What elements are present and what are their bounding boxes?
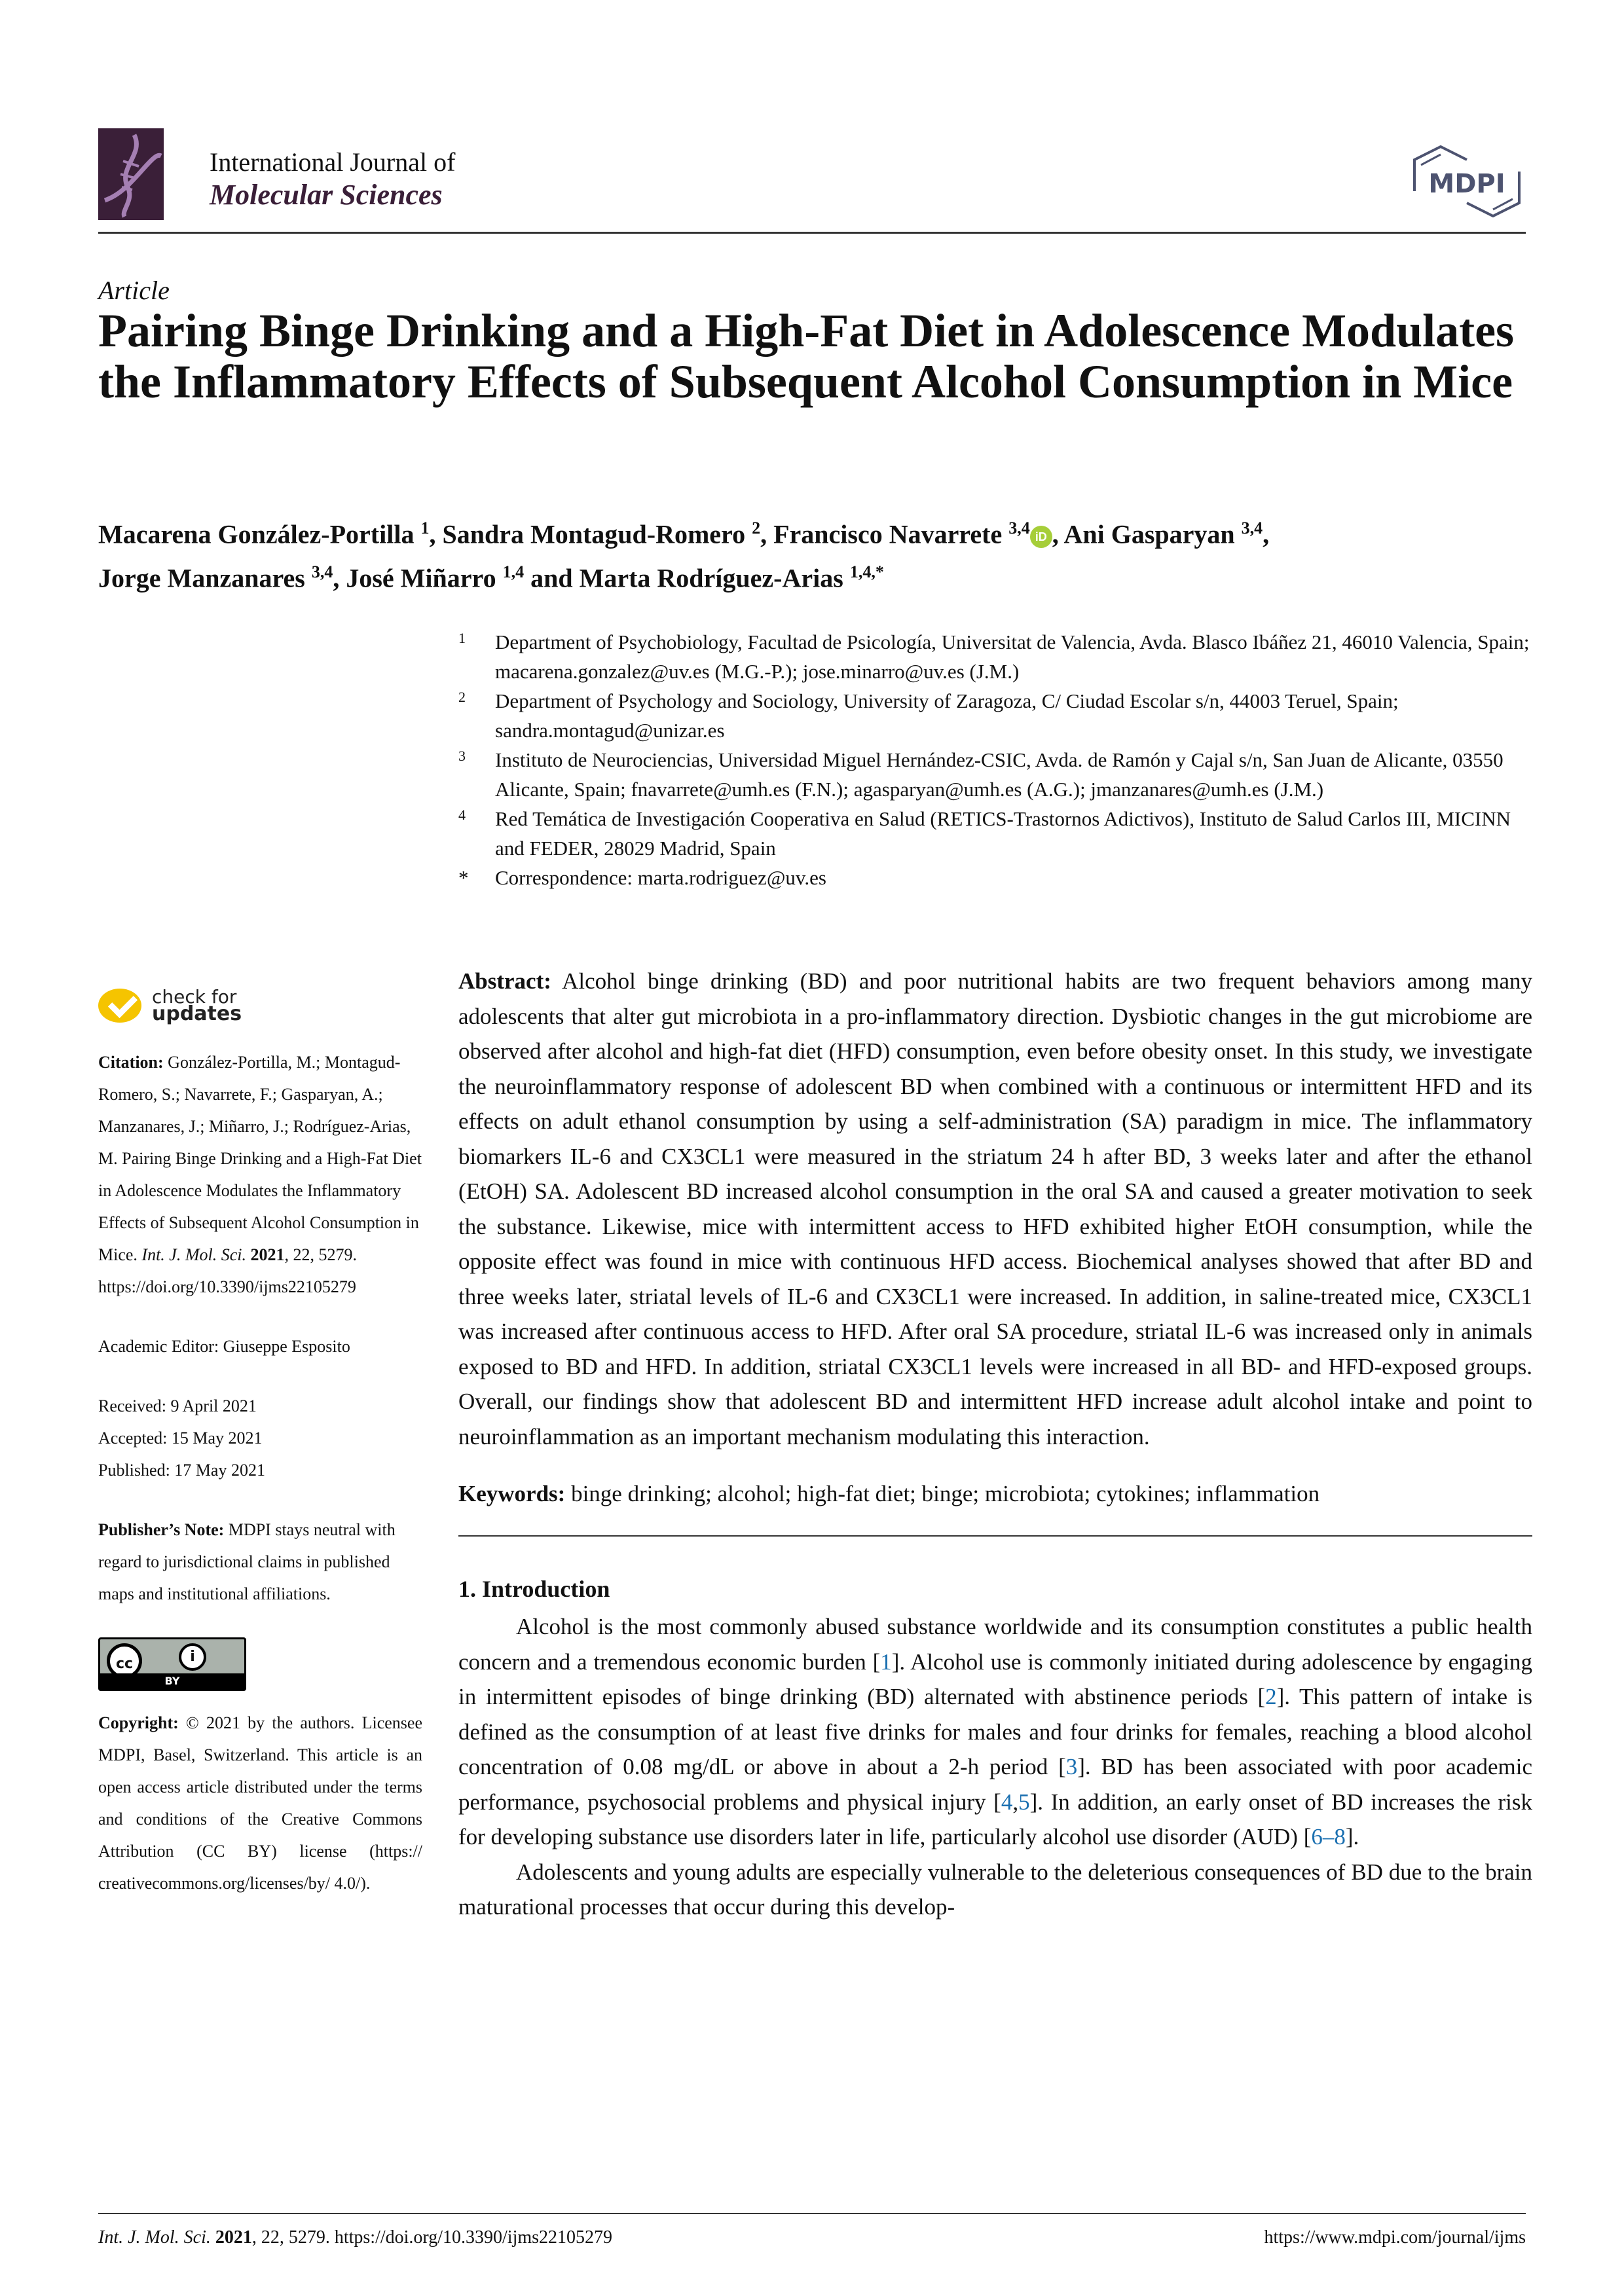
- orcid-icon[interactable]: iD: [1030, 526, 1052, 548]
- author[interactable]: Sandra Montagud-Romero: [442, 519, 746, 549]
- dna-icon: [98, 128, 164, 220]
- svg-text:MDPI: MDPI: [1428, 169, 1505, 199]
- author[interactable]: José Miñarro: [346, 563, 496, 593]
- affiliation-item: 4 Red Temática de Investigación Cooperativa en Salud (RETICS-Trastornos Adictivos), Instituto de Salud Carlos III, MICINN and FEDER, 28029 Madrid, Spain: [458, 807, 1511, 860]
- section-divider: [458, 1535, 1532, 1537]
- author[interactable]: Francisco Navarrete: [773, 519, 1003, 549]
- header-divider: [98, 232, 1526, 234]
- creative-commons-icon: cc: [107, 1643, 142, 1679]
- history-dates: [98, 1390, 422, 1486]
- reference-link[interactable]: 3: [1065, 1754, 1078, 1779]
- cc-by-license-badge[interactable]: cc i BY: [98, 1637, 246, 1691]
- citation: Citation: González-Portilla, M.; Montagud-Romero, S.; Navarrete, F.; Gasparyan, A.; Manzanares, J.; Miñarro, J.; Rodríguez-Arias, M. Pairing Binge Drinking and a High-Fat Diet in Adolescence Modulates the Inflammatory Effects of Subsequent Alcohol Consumption in Mice. Int. J. Mol. Sci. 2021, 22, 5279. https://doi.org/10.3390/ijms22105279: [98, 1053, 422, 1296]
- academic-editor: Academic Editor: Giuseppe Esposito: [98, 1337, 350, 1356]
- keywords: Keywords: binge drinking; alcohol; high-fat diet; binge; microbiota; cytokines; inflammation: [458, 1481, 1320, 1506]
- received-date: Received: 9 April 2021: [98, 1396, 257, 1415]
- checkmark-icon: [98, 989, 141, 1023]
- reference-link[interactable]: 2: [1265, 1684, 1277, 1709]
- reference-link[interactable]: 1: [880, 1649, 892, 1675]
- author[interactable]: Macarena González-Portilla: [98, 519, 415, 549]
- check-for-updates-button[interactable]: check for updates: [98, 989, 422, 1023]
- author-list: Macarena González-Portilla $^1$, Sandra Montagud-Romero $^2$, Francisco Navarrete $^{3,4}$ iD , Ani Gasparyan $^{3,4}$, Jorge Manzanares $^{3,4}$, José Miñarro $^{1,4}$ and Marta Rodríguez-Arias $^{1,4,*}$: [98, 519, 1270, 593]
- footer-citation: Int. J. Mol. Sci. 2021, 22, 5279. https://doi.org/10.3390/ijms22105279: [98, 2227, 613, 2248]
- accepted-date: Accepted: 15 May 2021: [98, 1429, 263, 1448]
- sidebar: [98, 986, 422, 1899]
- section-heading-introduction: 1. Introduction: [458, 1575, 610, 1602]
- footer-journal-url[interactable]: https://www.mdpi.com/journal/ijms: [1264, 2227, 1526, 2248]
- publisher-note: Publisher’s Note: MDPI stays neutral with regard to jurisdictional claims in published maps and institutional affiliations.: [98, 1520, 396, 1603]
- citation-doi-link[interactable]: https://doi.org/10.3390/ijms22105279: [98, 1277, 356, 1296]
- mdpi-logo[interactable]: [1408, 145, 1526, 219]
- published-date: Published: 17 May 2021: [98, 1461, 265, 1480]
- author[interactable]: Marta Rodríguez-Arias: [579, 563, 843, 593]
- article-type: Article: [98, 276, 170, 305]
- correspondence: * Correspondence: marta.rodriguez@uv.es: [458, 866, 826, 889]
- main-column: [458, 964, 1532, 1925]
- affiliation-item: 3 Instituto de Neurociencias, Universidad Miguel Hernández-CSIC, Avda. de Ramón y Cajal s/n, San Juan de Alicante, 03550 Alicante, Spain; fnavarrete@umh.es (F.N.); agasparyan@umh.es (A.G.); jmanzanares@umh.es (J.M.): [458, 748, 1504, 801]
- affiliation-item: 2 Department of Psychology and Sociology, University of Zaragoza, C/ Ciudad Escolar s/n, 44003 Teruel, Spain; sandra.montagud@unizar.es: [458, 689, 1399, 742]
- mdpi-hexagon-icon: [1408, 145, 1526, 219]
- affiliations: [458, 627, 1532, 892]
- journal-name-line2: Molecular Sciences: [210, 179, 443, 211]
- footer-divider: [98, 2213, 1526, 2214]
- article-title: Pairing Binge Drinking and a High-Fat Diet in Adolescence Modulates the Inflammatory Effects of Subsequent Alcohol Consumption in Mice: [98, 304, 1515, 408]
- journal-name-line1: International Journal of: [210, 147, 456, 177]
- attribution-person-icon: i: [179, 1643, 206, 1671]
- intro-paragraph-2: Adolescents and young adults are especially vulnerable to the deleterious consequences of BD due to the brain maturational processes that occur during this develop-: [458, 1859, 1532, 1920]
- affiliation-item: 1 Department of Psychobiology, Facultad de Psicología, Universitat de Valencia, Avda. Blasco Ibáñez 21, 46010 Valencia, Spain; macarena.gonzalez@uv.es (M.G.-P.); jose.minarro@uv.es (J.M.): [458, 630, 1530, 683]
- journal-logo: [98, 128, 164, 220]
- reference-link[interactable]: 5: [1018, 1789, 1030, 1815]
- abstract: Abstract: Alcohol binge drinking (BD) and poor nutritional habits are two frequent behaviors among many adolescents that alter gut microbiota in a pro-inflammatory direction. Dysbiotic changes in the gut microbiome are observed after alcohol and high-fat diet (HFD) consumption, even before obesity onset. In this study, we investigate the neuroinflammatory response of adolescent BD when combined with a continuous or intermittent HFD and its effects on adult ethanol consumption by using a self-administration (SA) paradigm in mice. The inflammatory biomarkers IL-6 and CX3CL1 were measured in the striatum 24 h after BD, 3 weeks later and after the ethanol (EtOH) SA. Adolescent BD increased alcohol consumption in the oral SA and caused a greater motivation to seek the substance. Likewise, mice with intermittent access to HFD exhibited higher EtOH consumption, while the opposite effect was found in mice with continuous HFD access. Biochemical analyses showed that after BD and three weeks later, striatal levels of IL-6 and CX3CL1 were increased. In addition, in saline-treated mice, CX3CL1 was increased after continuous access to HFD. After oral SA procedure, striatal IL-6 was increased only in animals exposed to BD and HFD. In addition, striatal CX3CL1 levels were increased in all BD- and HFD-exposed groups. Overall, our findings show that adolescent BD and intermittent HFD increase adult alcohol intake and point to neuroinflammation as an important mechanism modulating this interaction.: [458, 968, 1532, 1449]
- reference-link[interactable]: 6–8: [1311, 1824, 1346, 1850]
- author[interactable]: Ani Gasparyan: [1063, 519, 1235, 549]
- copyright: Copyright: © 2021 by the authors. Licensee MDPI, Basel, Switzerland. This article is an open access article distributed under the terms and conditions of the Creative Commons Attribution (CC BY) license (https:// creativecommons.org/licenses/by/ 4.0/).: [98, 1713, 422, 1893]
- author[interactable]: Jorge Manzanares: [98, 563, 305, 593]
- intro-paragraph-1: Alcohol is the most commonly abused substance worldwide and its consumption constitutes a public health concern and a tremendous economic burden [1]. Alcohol use is commonly initiated during adolescence by engaging in intermittent episodes of binge drinking (BD) alternated with abstinence periods [2]. This pattern of intake is defined as the consumption of at least five drinks for males and four drinks for females, reaching a blood alcohol concentration of 0.08 mg/dL or above in about a 2-h period [3]. BD has been associated with poor academic performance, psychosocial problems and physical injury [4,5]. In addition, an early onset of BD increases the risk for developing substance use disorders later in life, particularly alcohol use disorder (AUD) [6–8].: [458, 1614, 1533, 1850]
- reference-link[interactable]: 4: [1001, 1789, 1013, 1815]
